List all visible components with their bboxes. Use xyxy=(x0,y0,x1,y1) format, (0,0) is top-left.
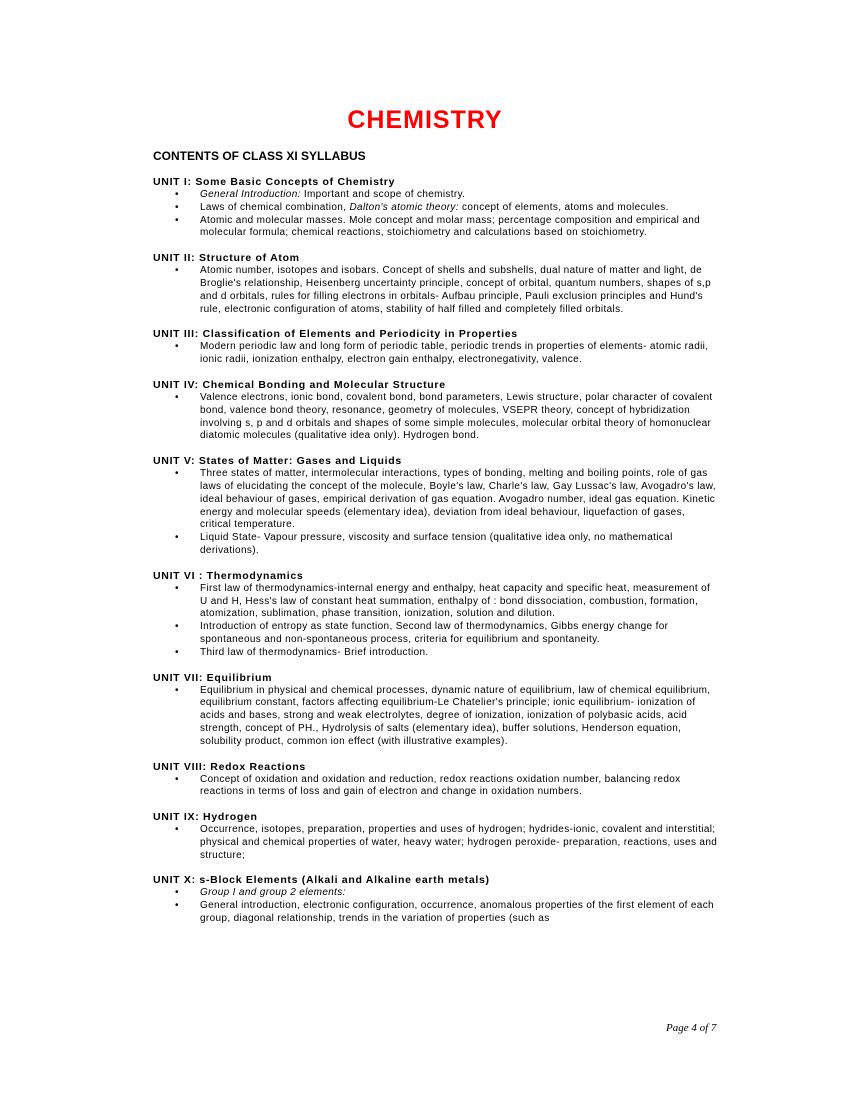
syllabus-unit xyxy=(153,176,718,240)
unit-heading: UNIT IX: Hydrogen xyxy=(153,811,258,824)
topic-list-item xyxy=(153,887,718,900)
topic-text: Concept of oxidation and oxidation and reduction, redox reactions oxidation number, balancing redox reactions in terms of loss and gain of electron and change in oxidation numbers. xyxy=(200,773,681,798)
bullet-icon: • xyxy=(175,582,179,594)
bullet-icon: • xyxy=(175,214,179,226)
unit-topic-list xyxy=(153,774,718,800)
syllabus-unit xyxy=(153,252,718,316)
unit-heading: UNIT I: Some Basic Concepts of Chemistry xyxy=(153,176,396,188)
bullet-icon: • xyxy=(175,824,179,836)
topic-text: First law of thermodynamics-internal energy and enthalpy, heat capacity and specific heat, measurement of U and H, Hess's law of constant heat summation, enthalpy of : bond dissociation, combustion, formation, atomization, sublimation, phase transition, ionization, solution and dilution. xyxy=(200,582,711,620)
bullet-icon: • xyxy=(175,201,179,213)
topic-list-item xyxy=(153,583,718,621)
topic-list-item xyxy=(153,468,718,532)
topic-text: Modern periodic law and long form of periodic table, periodic trends in properties of elements- atomic radii, ionic radii, ionization enthalpy, electron gain enthalpy, electronegativity, valence. xyxy=(200,341,709,366)
topic-list-item xyxy=(153,202,718,215)
unit-topic-list xyxy=(153,392,718,443)
syllabus-unit xyxy=(153,672,718,749)
syllabus-unit xyxy=(153,455,718,558)
unit-heading: UNIT X: s-Block Elements (Alkali and Alkaline earth metals) xyxy=(153,874,490,887)
bullet-icon: • xyxy=(175,468,179,480)
topic-text: Introduction of entropy as state function, Second law of thermodynamics, Gibbs energy change for spontaneous and non-spontaneous process, criteria for equilibrium and spontaneity. xyxy=(200,621,669,645)
topic-list-item xyxy=(153,900,718,926)
topic-text: Valence electrons, ionic bond, covalent bond, bond parameters, Lewis structure, polar character of covalent bond, valence bond theory, resonance, geometry of molecules, VSEPR theory, concept of hybridization involving s, p and d orbitals and shapes of some simple molecules, molecular orbital theory of homonuclear diatomic molecules (qualitative idea only). Hydrogen bond. xyxy=(200,391,713,442)
topic-text: Equilibrium in physical and chemical processes, dynamic nature of equilibrium, law of chemical equilibrium, equilibrium constant, factors affecting equilibrium-Le Chatelier's principle; ionic equilibrium- ionization of acids and bases, strong and weak electrolytes, degree of ionization, ionization of polybasic acids, acid strength, concept of PH., Hydrolysis of salts (elementary idea), buffer solutions, Henderson equation, solubility product, common ion effect (with illustrative examples). xyxy=(200,684,711,747)
unit-heading: UNIT V: States of Matter: Gases and Liquids xyxy=(153,455,402,468)
unit-heading: UNIT VI : Thermodynamics xyxy=(153,569,304,582)
bullet-icon: • xyxy=(175,646,179,658)
topic-list-item xyxy=(153,824,718,862)
unit-heading: UNIT VII: Equilibrium xyxy=(153,671,273,684)
bullet-icon: • xyxy=(175,887,179,899)
unit-topic-list xyxy=(153,887,718,925)
topic-list-item xyxy=(153,774,718,800)
syllabus-unit xyxy=(153,570,718,660)
topic-lead-italic: General Introduction: xyxy=(200,189,301,200)
syllabus-unit xyxy=(153,874,718,925)
page-title: CHEMISTRY xyxy=(347,106,503,134)
topic-list-item xyxy=(153,647,718,660)
unit-heading: UNIT III: Classification of Elements and Periodicity in Properties xyxy=(153,328,518,341)
syllabus-unit xyxy=(153,379,718,443)
topic-text: Important and scope of chemistry. xyxy=(300,189,466,200)
unit-topic-list xyxy=(153,341,718,367)
topic-text: Three states of matter, intermolecular interactions, types of bonding, melting and boiling points, role of gas laws of elucidating the concept of the molecule, Boyle's law, Charle's law, Gay Lussac's law, Avogadro's law, ideal behaviour of gases, empirical derivation of gas equation. Avogadro number, ideal gas equation. Kinetic energy and molecular speeds (elementary idea), deviation from ideal behaviour, liquefaction of gases, critical temperature. xyxy=(200,468,716,531)
topic-text: Third law of thermodynamics- Brief introduction. xyxy=(200,646,429,658)
topic-lead-italic: Group I and group 2 elements: xyxy=(200,887,346,899)
unit-topic-list xyxy=(153,265,718,316)
unit-topic-list xyxy=(153,189,718,240)
syllabus-heading: CONTENTS OF CLASS XI SYLLABUS xyxy=(153,149,366,163)
topic-lead-italic: Dalton's atomic theory: xyxy=(349,201,459,213)
topic-list-item xyxy=(153,532,718,558)
unit-heading: UNIT II: Structure of Atom xyxy=(153,252,300,265)
topic-list-item xyxy=(153,215,718,241)
topic-list-item xyxy=(153,189,718,202)
bullet-icon: • xyxy=(175,900,179,912)
unit-heading: UNIT VIII: Redox Reactions xyxy=(153,760,306,773)
unit-topic-list xyxy=(153,468,718,558)
bullet-icon: • xyxy=(175,341,179,353)
topic-text: Occurrence, isotopes, preparation, properties and uses of hydrogen; hydrides-ionic, covalent and interstitial; physical and chemical properties of water, heavy water; hydrogen peroxide- preparation, reactions, uses and structure; xyxy=(200,824,718,861)
syllabus-unit xyxy=(153,328,718,367)
units-container xyxy=(153,176,718,938)
bullet-icon: • xyxy=(175,391,179,403)
bullet-icon: • xyxy=(175,532,179,544)
topic-list-item xyxy=(153,392,718,443)
topic-list-item xyxy=(153,685,718,749)
unit-topic-list xyxy=(153,685,718,749)
topic-text: Laws of chemical combination, xyxy=(200,201,350,213)
unit-topic-list xyxy=(153,824,718,862)
syllabus-unit xyxy=(153,761,718,800)
unit-heading: UNIT IV: Chemical Bonding and Molecular Structure xyxy=(153,378,446,391)
bullet-icon: • xyxy=(175,773,179,785)
topic-list-item xyxy=(153,341,718,367)
topic-text: concept of elements, atoms and molecules. xyxy=(458,201,669,213)
page-number: Page 4 of 7 xyxy=(666,1022,717,1034)
topic-list-item xyxy=(153,621,718,647)
syllabus-unit xyxy=(153,811,718,862)
topic-text: General introduction, electronic configuration, occurrence, anomalous properties of the first element of each group, diagonal relationship, trends in the variation of properties (such as xyxy=(200,900,714,925)
topic-text: Atomic number, isotopes and isobars. Concept of shells and subshells, dual nature of matter and light, de Broglie's relationship, Heisenberg uncertainty principle, concept of orbital, quantum numbers, shapes of s,p and d orbitals, rules for filling electrons in orbitals- Aufbau principle, Pauli exclusion principles and Hund's rule, electronic configuration of atoms, stability of half filled and completely filled orbitals. xyxy=(200,265,712,315)
bullet-icon: • xyxy=(175,684,179,696)
unit-topic-list xyxy=(153,583,718,660)
topic-text: Liquid State- Vapour pressure, viscosity and surface tension (qualitative idea only, no mathematical derivations). xyxy=(200,532,673,556)
bullet-icon: • xyxy=(175,189,179,200)
bullet-icon: • xyxy=(175,265,179,277)
bullet-icon: • xyxy=(175,621,179,633)
topic-text: Atomic and molecular masses. Mole concept and molar mass; percentage composition and empirical and molecular formula; chemical reactions, stoichiometry and calculations based on stoichiometry. xyxy=(200,214,701,239)
topic-list-item xyxy=(153,265,718,316)
